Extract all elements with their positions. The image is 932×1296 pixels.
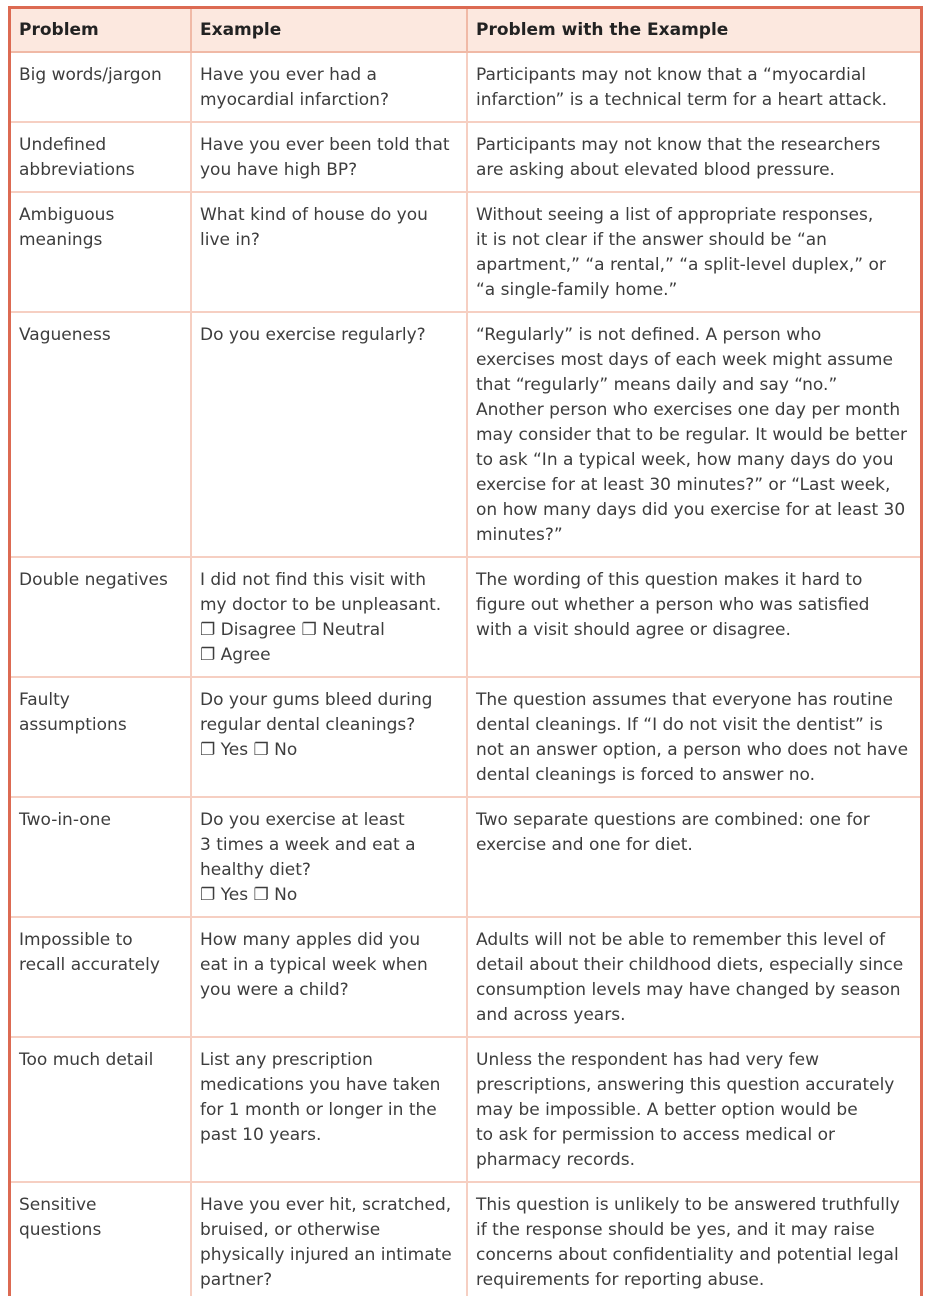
cell-line: ❐ Agree (200, 645, 271, 665)
header-example: Example (191, 9, 467, 52)
cell-line: Too much detail (19, 1050, 154, 1070)
problem-cell (11, 677, 191, 797)
cell-line: with a visit should agree or disagree. (476, 620, 791, 640)
table-row (11, 917, 920, 1037)
cell-line: exercise and one for diet. (476, 835, 693, 855)
cell-line: Undefined (19, 135, 107, 155)
cell-line: consumption levels may have changed by season (476, 980, 901, 1000)
table-row (11, 122, 920, 192)
cell-line: minutes?” (476, 525, 563, 545)
cell-line: questions (19, 1220, 102, 1240)
cell-line: you were a child? (200, 980, 349, 1000)
cell-line: Without seeing a list of appropriate responses, (476, 205, 874, 225)
cell-line: Have you ever been told that (200, 135, 450, 155)
table-body (11, 52, 920, 1296)
problem-cell (11, 312, 191, 557)
cell-line: may consider that to be regular. It would be better (476, 425, 908, 445)
cell-line: not an answer option, a person who does not have (476, 740, 909, 760)
cell-line: Do you exercise at least (200, 810, 405, 830)
cell-line: my doctor to be unpleasant. (200, 595, 442, 615)
cell-line: may be impossible. A better option would be (476, 1100, 858, 1120)
cell-line: if the response should be yes, and it may raise (476, 1220, 875, 1240)
survey-problems-table-frame (8, 6, 923, 1296)
cell-line: dental cleanings is forced to answer no. (476, 765, 816, 785)
cell-line: detail about their childhood diets, especially since (476, 955, 904, 975)
issue-cell (467, 797, 920, 917)
cell-line: live in? (200, 230, 260, 250)
cell-line: What kind of house do you (200, 205, 428, 225)
cell-line: I did not find this visit with (200, 570, 426, 590)
example-cell (191, 677, 467, 797)
cell-line: healthy diet? (200, 860, 311, 880)
table-row (11, 1037, 920, 1182)
table-row (11, 192, 920, 312)
table-row (11, 557, 920, 677)
cell-line: infarction” is a technical term for a heart attack. (476, 90, 887, 110)
problem-cell (11, 192, 191, 312)
cell-line: requirements for reporting abuse. (476, 1270, 765, 1290)
cell-line: Faulty (19, 690, 70, 710)
cell-line: medications you have taken (200, 1075, 441, 1095)
cell-line: List any prescription (200, 1050, 373, 1070)
table-row (11, 797, 920, 917)
cell-line: Do you exercise regularly? (200, 325, 426, 345)
cell-line: physically injured an intimate (200, 1245, 452, 1265)
cell-line: are asking about elevated blood pressure. (476, 160, 835, 180)
issue-cell (467, 1037, 920, 1182)
cell-line: Adults will not be able to remember this level of (476, 930, 886, 950)
issue-cell (467, 312, 920, 557)
table-row (11, 52, 920, 122)
cell-line: This question is unlikely to be answered truthfully (476, 1195, 900, 1215)
cell-line: it is not clear if the answer should be “an (476, 230, 827, 250)
example-cell (191, 797, 467, 917)
cell-line: exercise for at least 30 minutes?” or “Last week, (476, 475, 891, 495)
cell-line: Big words/jargon (19, 65, 162, 85)
cell-line: “Regularly” is not defined. A person who (476, 325, 822, 345)
cell-line: Participants may not know that a “myocardial (476, 65, 866, 85)
issue-cell (467, 917, 920, 1037)
survey-problems-table (11, 9, 920, 1296)
header-problem: Problem (11, 9, 191, 52)
cell-line: to ask “In a typical week, how many days do you (476, 450, 894, 470)
cell-line: you have high BP? (200, 160, 358, 180)
cell-line: dental cleanings. If “I do not visit the dentist” is (476, 715, 883, 735)
issue-cell (467, 192, 920, 312)
cell-line: Two separate questions are combined: one for (476, 810, 870, 830)
problem-cell (11, 1182, 191, 1296)
cell-line: Double negatives (19, 570, 168, 590)
cell-line: apartment,” “a rental,” “a split-level duplex,” or (476, 255, 886, 275)
cell-line: pharmacy records. (476, 1150, 636, 1170)
problem-cell (11, 797, 191, 917)
example-cell (191, 917, 467, 1037)
cell-line: Do your gums bleed during (200, 690, 433, 710)
example-cell (191, 192, 467, 312)
cell-line: “a single-family home.” (476, 280, 678, 300)
cell-line: Have you ever had a (200, 65, 377, 85)
cell-line: Impossible to (19, 930, 133, 950)
cell-line: prescriptions, answering this question accurately (476, 1075, 895, 1095)
cell-line: recall accurately (19, 955, 160, 975)
problem-cell (11, 122, 191, 192)
example-cell (191, 557, 467, 677)
cell-line: exercises most days of each week might assume (476, 350, 893, 370)
cell-line: ❐ Disagree ❐ Neutral (200, 620, 385, 640)
cell-line: Two-in-one (19, 810, 111, 830)
issue-cell (467, 1182, 920, 1296)
cell-line: for 1 month or longer in the (200, 1100, 437, 1120)
cell-line: The question assumes that everyone has routine (476, 690, 893, 710)
table-row (11, 1182, 920, 1296)
problem-cell (11, 52, 191, 122)
cell-line: Participants may not know that the researchers (476, 135, 881, 155)
cell-line: to ask for permission to access medical or (476, 1125, 835, 1145)
cell-line: Have you ever hit, scratched, (200, 1195, 452, 1215)
example-cell (191, 312, 467, 557)
cell-line: The wording of this question makes it hard to (476, 570, 863, 590)
cell-line: concerns about confidentiality and potential legal (476, 1245, 899, 1265)
cell-line: assumptions (19, 715, 127, 735)
cell-line: abbreviations (19, 160, 135, 180)
table-header-row (11, 9, 920, 52)
example-cell (191, 52, 467, 122)
cell-line: Sensitive (19, 1195, 97, 1215)
problem-cell (11, 917, 191, 1037)
issue-cell (467, 677, 920, 797)
cell-line: Unless the respondent has had very few (476, 1050, 819, 1070)
cell-line: How many apples did you (200, 930, 421, 950)
cell-line: Vagueness (19, 325, 111, 345)
cell-line: 3 times a week and eat a (200, 835, 416, 855)
cell-line: ❐ Yes ❐ No (200, 740, 298, 760)
table-row (11, 677, 920, 797)
cell-line: and across years. (476, 1005, 626, 1025)
issue-cell (467, 52, 920, 122)
header-problem-with-example: Problem with the Example (467, 9, 920, 52)
cell-line: past 10 years. (200, 1125, 322, 1145)
cell-line: figure out whether a person who was satisfied (476, 595, 870, 615)
problem-cell (11, 1037, 191, 1182)
cell-line: that “regularly” means daily and say “no.” (476, 375, 838, 395)
cell-line: ❐ Yes ❐ No (200, 885, 298, 905)
cell-line: regular dental cleanings? (200, 715, 416, 735)
cell-line: partner? (200, 1270, 273, 1290)
cell-line: bruised, or otherwise (200, 1220, 381, 1240)
table-row (11, 312, 920, 557)
cell-line: myocardial infarction? (200, 90, 389, 110)
issue-cell (467, 557, 920, 677)
cell-line: on how many days did you exercise for at least 30 (476, 500, 906, 520)
example-cell (191, 1037, 467, 1182)
cell-line: eat in a typical week when (200, 955, 428, 975)
problem-cell (11, 557, 191, 677)
cell-line: Another person who exercises one day per month (476, 400, 901, 420)
cell-line: meanings (19, 230, 103, 250)
issue-cell (467, 122, 920, 192)
cell-line: Ambiguous (19, 205, 115, 225)
example-cell (191, 122, 467, 192)
example-cell (191, 1182, 467, 1296)
